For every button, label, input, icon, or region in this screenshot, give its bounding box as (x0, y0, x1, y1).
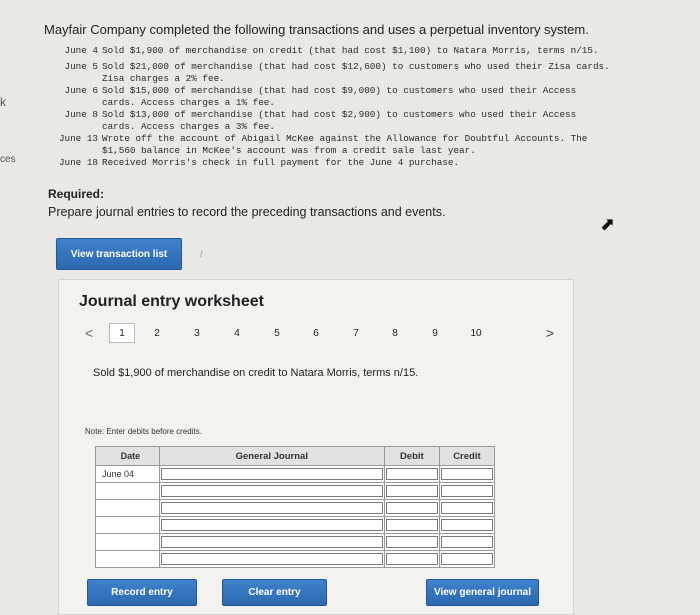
transaction-list (46, 45, 686, 169)
account-input[interactable] (159, 466, 384, 483)
pager-page-8[interactable]: 8 (392, 327, 398, 339)
debit-column-header: Debit (384, 447, 439, 466)
pager-page-6[interactable]: 6 (313, 327, 319, 339)
view-transaction-list-button[interactable]: View transaction list (56, 238, 182, 270)
transaction-text: Sold $15,000 of merchandise (that had cost $9,000) to customers who used their Access cards. Access charges a 1% fee. (102, 85, 577, 108)
account-input[interactable] (159, 551, 384, 568)
transaction-text: Sold $13,000 of merchandise (that had cost $2,900) to customers who used their Access cards. Access charges a 3% fee. (102, 109, 577, 132)
left-edge-text: ces (0, 154, 16, 165)
date-cell (96, 483, 160, 500)
debit-input[interactable] (384, 517, 439, 534)
mouse-cursor-icon: ⬈ (600, 214, 616, 234)
transaction-item (46, 85, 686, 109)
general-journal-column-header: General Journal (159, 447, 384, 466)
credit-input[interactable] (439, 551, 494, 568)
account-input[interactable] (159, 500, 384, 517)
journal-table (95, 446, 495, 568)
credit-input[interactable] (439, 500, 494, 517)
date-cell (96, 500, 160, 517)
pager-page-5[interactable]: 5 (274, 327, 280, 339)
transaction-text: Wrote off the account of Abigail McKee against the Allowance for Doubtful Accounts. The $1,560 balance in McKee's account was from a credit sale last year. (102, 133, 588, 156)
table-row (96, 517, 495, 534)
journal-entry-worksheet (58, 279, 574, 615)
transaction-item (46, 133, 686, 157)
credit-input[interactable] (439, 534, 494, 551)
pager-page-10[interactable]: 10 (470, 327, 482, 339)
table-row (96, 483, 495, 500)
pager-prev-button[interactable]: < (84, 325, 94, 341)
debit-input[interactable] (384, 551, 439, 568)
pager-page-3[interactable]: 3 (194, 327, 200, 339)
transaction-date: June 4 (64, 45, 98, 56)
table-row (96, 534, 495, 551)
table-row (96, 500, 495, 517)
worksheet-pager (79, 323, 555, 343)
pager-page-7[interactable]: 7 (353, 327, 359, 339)
worksheet-note: Note: Enter debits before credits. (85, 427, 202, 436)
account-input[interactable] (159, 534, 384, 551)
account-input[interactable] (159, 517, 384, 534)
transaction-text: Sold $21,000 of merchandise (that had cost $12,600) to customers who used their Zisa cards. Zisa charges a 2% fee. (102, 61, 610, 84)
stray-mark: / (200, 249, 203, 259)
credit-input[interactable] (439, 483, 494, 500)
required-heading: Required: (48, 187, 105, 201)
pager-page-4[interactable]: 4 (234, 327, 240, 339)
date-cell (96, 551, 160, 568)
transaction-item (46, 109, 686, 133)
date-cell (96, 517, 160, 534)
transaction-date: June 18 (58, 157, 98, 168)
record-entry-button[interactable]: Record entry (87, 579, 197, 606)
transaction-date: June 6 (64, 85, 98, 96)
transaction-item (46, 61, 686, 85)
date-cell: June 04 (96, 466, 160, 483)
debit-input[interactable] (384, 500, 439, 517)
table-row (96, 466, 495, 483)
worksheet-title: Journal entry worksheet (79, 293, 264, 310)
credit-column-header: Credit (439, 447, 494, 466)
pager-next-button[interactable]: > (545, 325, 555, 341)
transaction-date: June 5 (64, 61, 98, 72)
journal-header-row (96, 447, 495, 466)
transaction-text: Received Morris's check in full payment for the June 4 purchase. (102, 157, 460, 168)
debit-input[interactable] (384, 466, 439, 483)
transaction-item (46, 45, 686, 57)
transaction-item (46, 157, 686, 169)
view-general-journal-button[interactable]: View general journal (426, 579, 539, 606)
transaction-date: June 8 (64, 109, 98, 120)
date-column-header: Date (96, 447, 160, 466)
date-cell (96, 534, 160, 551)
transaction-date: June 13 (58, 133, 98, 144)
worksheet-description: Sold $1,900 of merchandise on credit to Natara Morris, terms n/15. (93, 367, 419, 379)
required-text: Prepare journal entries to record the preceding transactions and events. (48, 205, 446, 219)
account-input[interactable] (159, 483, 384, 500)
pager-page-9[interactable]: 9 (432, 327, 438, 339)
debit-input[interactable] (384, 534, 439, 551)
transaction-text: Sold $1,900 of merchandise on credit (that had cost $1,100) to Natara Morris, terms n/15. (102, 45, 599, 56)
debit-input[interactable] (384, 483, 439, 500)
clear-entry-button[interactable]: Clear entry (222, 579, 327, 606)
pager-page-1[interactable]: 1 (109, 323, 135, 343)
table-row (96, 551, 495, 568)
problem-header: Mayfair Company completed the following transactions and uses a perpetual inventory system. (44, 22, 589, 37)
credit-input[interactable] (439, 466, 494, 483)
pager-page-2[interactable]: 2 (154, 327, 160, 339)
left-edge-glyph: k (0, 95, 6, 109)
credit-input[interactable] (439, 517, 494, 534)
